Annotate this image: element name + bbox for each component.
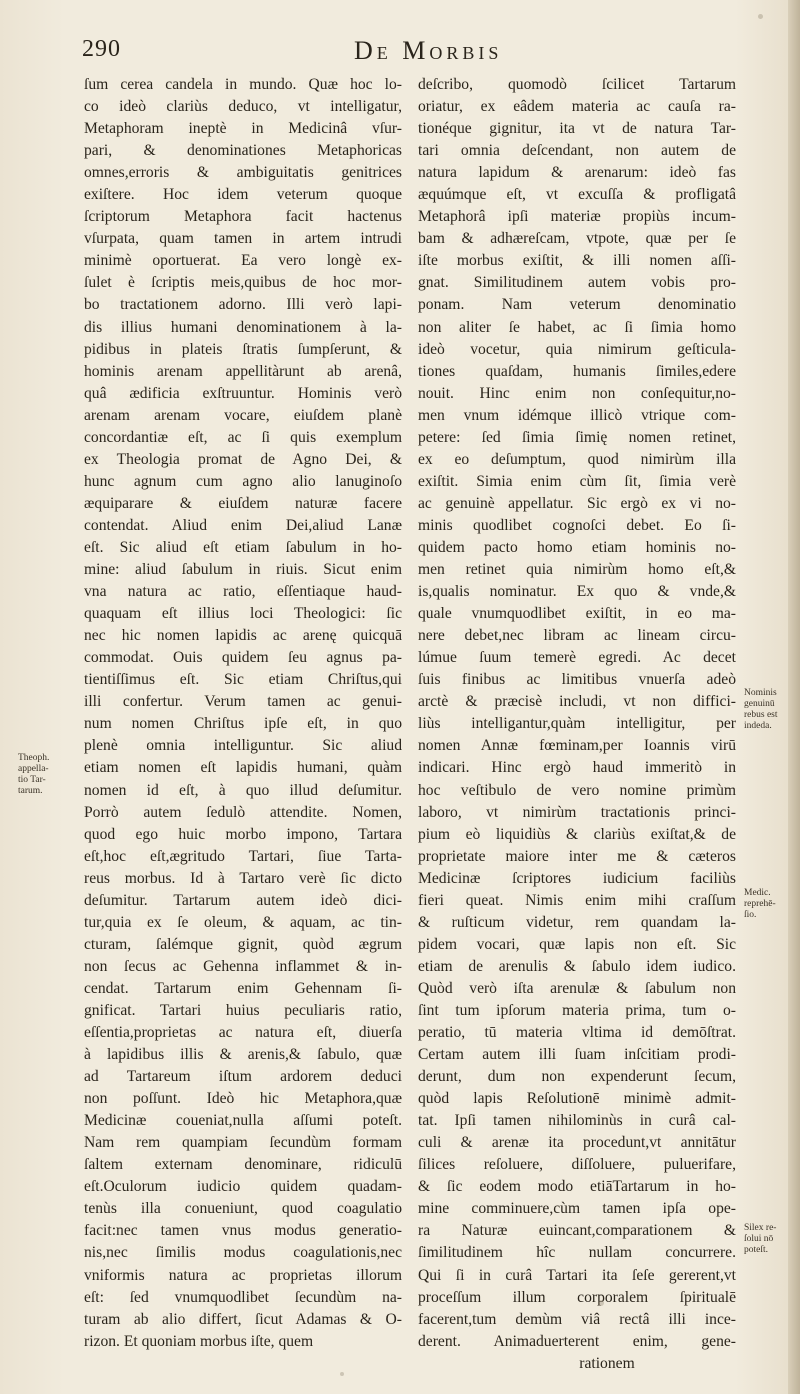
text-line: bam & adhæreſcam, vtpote, quæ per ſe	[418, 230, 736, 248]
text-line: tientiſſimus eſt. Sic etiam Chriſtus,qui	[84, 671, 402, 689]
text-line: petere: ſed ſimia ſimię nomen retinet,	[418, 428, 736, 446]
text-line: etiam nomen eſt lapidis humani, quàm	[84, 759, 402, 777]
text-line: arctè & præcisè includi, vt non diffici-	[418, 693, 736, 711]
text-line: etiam de arenulis & ſabulo idem iudico.	[418, 957, 736, 975]
text-line: liùs intelligantur,quàm intelligitur, per	[418, 715, 736, 733]
text-line: eſſentia,proprietas ac natura eſt, diuerſa	[84, 1024, 402, 1042]
text-line: Medicinæ ſcriptores iudicium faciliùs	[418, 869, 736, 887]
text-line: non aliter ſe habet, ac ſi ſimia homo	[418, 318, 736, 336]
text-line: laboro, vt nimirùm tractationis princi-	[418, 803, 736, 821]
text-line: ſcriptorum Metaphora facit hactenus	[84, 208, 402, 226]
margin-note-medic	[744, 888, 794, 921]
text-line: pidibus in plateis ſtratis ſumpſerunt, &	[84, 340, 402, 358]
margin-note-line: appella-	[18, 764, 49, 774]
text-line: concordantiæ eſt, ac ſi quis exemplum	[84, 428, 402, 446]
text-line: quidem pacto homo etiam hominis no-	[418, 538, 736, 556]
text-line: derunt, dum non expenderunt ſecum,	[418, 1068, 736, 1086]
text-line: is,qualis nominatur. Ex quo & vnde,&	[418, 583, 736, 601]
page-header	[82, 36, 722, 72]
text-line: commodat. Ouis quidem ſeu agnus pa-	[84, 649, 402, 667]
text-line: tat. Ipſi tamen nihilominùs in curâ cal-	[418, 1112, 736, 1130]
margin-note-line: poteſt.	[744, 1245, 769, 1255]
text-line: eſt.Oculorum iudicio quidem quadam-	[84, 1178, 402, 1196]
margin-note-line: tio Tar-	[18, 775, 46, 785]
margin-note-line: Nominis	[744, 688, 777, 698]
margin-note-silex	[744, 1223, 794, 1256]
text-line: proprietate maiore inter me & cæteros	[418, 847, 736, 865]
text-line: deſcribo, quomodò ſcilicet Tartarum	[418, 76, 736, 93]
text-line: gnificat. Tartari huius peculiaris ratio,	[84, 1001, 402, 1019]
margin-note-line: ſio.	[744, 910, 757, 920]
text-line: ſuis finibus ac limitibus vnuerſa adeò	[418, 671, 736, 689]
text-line: tiones quaſdam, humanis ſimiles,edere	[418, 362, 736, 380]
text-line: quòd lapis Reſolutionē minimè admit-	[418, 1090, 736, 1108]
text-line: contendat. Aliud enim Dei,aliud Lanæ	[84, 516, 402, 534]
text-line: minimè oportuerat. Ea vero longè ex-	[84, 252, 402, 270]
text-line: Quòd verò iſta arenulæ & ſabulum non	[418, 979, 736, 997]
text-line: Metaphorâ ipſi materiæ propiùs incum-	[418, 208, 736, 226]
text-line: vniformis natura ac proprietas illorum	[84, 1266, 402, 1284]
text-line: ad Tartareum iſtum ardorem deduci	[84, 1068, 402, 1086]
text-line: men vnum idémque illicò vtrique com-	[418, 406, 736, 424]
text-line: tionéque gignitur, ita vt de natura Tar-	[418, 120, 736, 138]
text-line: quâ ædificia exſtruuntur. Hominis verò	[84, 384, 402, 402]
text-line: Medicinæ coueniat,nulla aſſumi poteſt.	[84, 1112, 402, 1130]
text-line: vna natura ac ratio, eſſentiaque haud-	[84, 583, 402, 601]
text-line: lúmue ſuum temerè egredi. Ac decet	[418, 649, 736, 667]
page-number: 290	[82, 36, 121, 62]
text-line: ſaltem externam denominare, ridiculū	[84, 1156, 402, 1174]
text-line: turam ab alio differt, ſicut Adamas & O-	[84, 1310, 402, 1328]
text-line: peratio, tū materia vltima id demōſtrat.	[418, 1024, 736, 1042]
text-line: ſilices reſoluere, diſſoluere, puluerifare,	[418, 1156, 736, 1174]
text-line: tenùs illa conueniunt, quod coagulatio	[84, 1200, 402, 1218]
text-line: iſte morbus exiſtit, & illi nomen aſſi-	[418, 252, 736, 270]
text-line: proceſſum illum corporalem ſpiritualē	[418, 1288, 736, 1306]
text-line: cendat. Tartarum enim Gehennam ſi-	[84, 979, 402, 997]
text-line: ſulet è ſcriptis meis,quibus de hoc mor-	[84, 274, 402, 292]
text-line: æquúmque eſt, vt excuſſa & profligatâ	[418, 186, 736, 204]
text-line: illi confertur. Verum tamen ac genui-	[84, 693, 402, 711]
left-text-column	[84, 74, 402, 1353]
text-line: Qui ſi in curâ Tartari ita ſeſe gererent,vt	[418, 1266, 736, 1284]
text-line: eſt: ſed vnumquodlibet ſecundùm na-	[84, 1288, 402, 1306]
text-line: hunc agnum cum agno alio lanuginoſo	[84, 472, 402, 490]
text-line: rationem	[579, 1354, 635, 1372]
text-line: à lapidibus illis & arenis,& ſabulo, quæ	[84, 1046, 402, 1064]
text-line: eſt. Sic aliud eſt etiam ſabulum in ho-	[84, 538, 402, 556]
margin-note-line: ſolui nō	[744, 1234, 774, 1244]
text-line: eſt,hoc eſt,ægritudo Tartari, ſiue Tarta-	[84, 847, 402, 865]
text-line: mine comminuere,cùm tamen ipſa ope-	[418, 1200, 736, 1218]
text-line: num nomen Chriſtus ipſe eſt, in quo	[84, 715, 402, 733]
text-line: & ſic eodem modo etiāTartarum in ho-	[418, 1178, 736, 1196]
text-line: quale vnumquodlibet exiſtit, in eo ma-	[418, 605, 736, 623]
margin-note-line: Theoph.	[18, 753, 50, 763]
margin-note-line: tarum.	[18, 786, 43, 796]
text-line: omnes,erroris & ambiguitatis genitrices	[84, 164, 402, 182]
text-line: culi & arenæ ita procedunt,vt annitātur	[418, 1134, 736, 1152]
text-line: indicari. Hinc ergò haud immeritò in	[418, 759, 736, 777]
text-line: ſint tum ipſorum materia prima, tum o-	[418, 1001, 736, 1019]
text-line: tur,quia ex ſe oleum, & aquam, ac tin-	[84, 913, 402, 931]
text-line: minis quodlibet cognoſci debet. Eo ſi-	[418, 516, 736, 534]
text-line: Certam autem illi ſuam inſcitiam prodi-	[418, 1046, 736, 1064]
text-line: ponam. Nam veterum denominatio	[418, 296, 736, 314]
text-line: co ideò clariùs deduco, vt intelligatur,	[84, 98, 402, 116]
text-line: Nam rem quampiam ſecundùm formam	[84, 1134, 402, 1152]
text-line: oriatur, ex eâdem materia ac cauſa ra-	[418, 98, 736, 116]
margin-note-line: reprehē-	[744, 899, 776, 909]
text-line: mine: aliud ſabulum in riuis. Sicut enim	[84, 561, 402, 579]
text-line: deſumitur. Tartarum autem ideò dici-	[84, 891, 402, 909]
text-line: non poſſunt. Ideò hic Metaphora,quæ	[84, 1090, 402, 1108]
margin-note-line: genuinū	[744, 699, 775, 709]
text-line: ſum cerea candela in mundo. Quæ hoc lo-	[84, 76, 402, 93]
text-line: ideò vocetur, quia nimirum geſticula-	[418, 340, 736, 358]
text-line: cturam, ſalémque gignit, quòd ægrum	[84, 935, 402, 953]
paper-speck	[758, 14, 763, 19]
text-line: natura lapidum & arenarum: ideò fas	[418, 164, 736, 182]
right-text-column	[418, 74, 736, 1375]
text-line: ex eo deſumptum, quod nimirùm illa	[418, 450, 736, 468]
text-line: hoc veſtibulo de vero nomine primùm	[418, 781, 736, 799]
text-line: pari, & denominationes Metaphoricas	[84, 142, 402, 160]
text-line: hominis arenam appellitàrunt ab arenâ,	[84, 362, 402, 380]
text-line: æquiparare & eiuſdem naturæ facere	[84, 494, 402, 512]
text-line: fieri queat. Nimis enim mihi craſſum	[418, 891, 736, 909]
margin-note-line: Medic.	[744, 888, 771, 898]
text-line: dis illius humani denominationem à la-	[84, 318, 402, 336]
text-line: exiſtere. Hoc idem veterum quoque	[84, 186, 402, 204]
text-line: facerent,tum demùm viâ rectâ illi ince-	[418, 1310, 736, 1328]
text-line: gnat. Similitudinem autem vobis pro-	[418, 274, 736, 292]
text-line: pium eò liquidiùs & clariùs exiſtat,& de	[418, 825, 736, 843]
margin-note-nominis	[744, 688, 794, 732]
text-line: plenè omnia intelliguntur. Sic aliud	[84, 737, 402, 755]
text-line: quaquam eſt illius loci Theologici: ſic	[84, 605, 402, 623]
margin-note-line: rebus est	[744, 710, 778, 720]
text-line: non ſecus ac Gehenna inflammet & in-	[84, 957, 402, 975]
text-line: ex Theologia promat de Agno Dei, &	[84, 450, 402, 468]
text-line: pidem vocari, quæ lapis non eſt. Sic	[418, 935, 736, 953]
paper-speck	[340, 1372, 344, 1376]
text-line: nis,nec ſimilis modus coagulationis,nec	[84, 1244, 402, 1262]
text-line: men retinet quia nimirùm homo eſt,&	[418, 561, 736, 579]
text-line: facit:nec tamen vnus modus generatio-	[84, 1222, 402, 1240]
text-line: nomen id eſt, à quo illud deſumitur.	[84, 781, 402, 799]
text-line: nec hic nomen lapidis ac arenę quicquā	[84, 627, 402, 645]
margin-note-line: Silex re-	[744, 1223, 777, 1233]
text-line: nouit. Hinc enim non conſequitur,no-	[418, 384, 736, 402]
text-line: ſimilitudinem hîc nullam concurrere.	[418, 1244, 736, 1262]
text-line: quod ego huic morbo impono, Tartara	[84, 825, 402, 843]
text-line: exiſtit. Simia enim cùm ſit, ſimia verè	[418, 472, 736, 490]
text-line: arenam arenam vocare, eiuſdem planè	[84, 406, 402, 424]
text-line: rizon. Et quoniam morbus iſte, quem	[84, 1332, 314, 1350]
margin-note-line: indeda.	[744, 721, 772, 731]
text-line: vſurpata, quam tamen in artem intrudi	[84, 230, 402, 248]
text-line: reus morbus. Id à Tartaro verè ſic dicto	[84, 869, 402, 887]
margin-note-theophrastus	[18, 753, 76, 797]
text-line: & ruſticum videtur, rem quandam la-	[418, 913, 736, 931]
text-line: ac genuinè appellatur. Sic ergò ex vi no-	[418, 494, 736, 512]
text-line: nere debet,nec libram ac lineam circu-	[418, 627, 736, 645]
text-line: nomen Annæ fœminam,per Ioannis virū	[418, 737, 736, 755]
running-title: De Morbis	[354, 36, 503, 65]
text-line: bo tractationem adorno. Illi verò lapi-	[84, 296, 402, 314]
text-line: tari omnia deſcendant, non autem de	[418, 142, 736, 160]
text-line: ra Naturæ euincant,comparationem &	[418, 1222, 736, 1240]
text-line: derent. Animaduerterent enim, gene-	[418, 1332, 736, 1350]
text-line: Porrò autem ſedulò attendite. Nomen,	[84, 803, 402, 821]
paper-speck	[598, 1300, 604, 1306]
text-line: Metaphoram ineptè in Medicinâ vſur-	[84, 120, 402, 138]
